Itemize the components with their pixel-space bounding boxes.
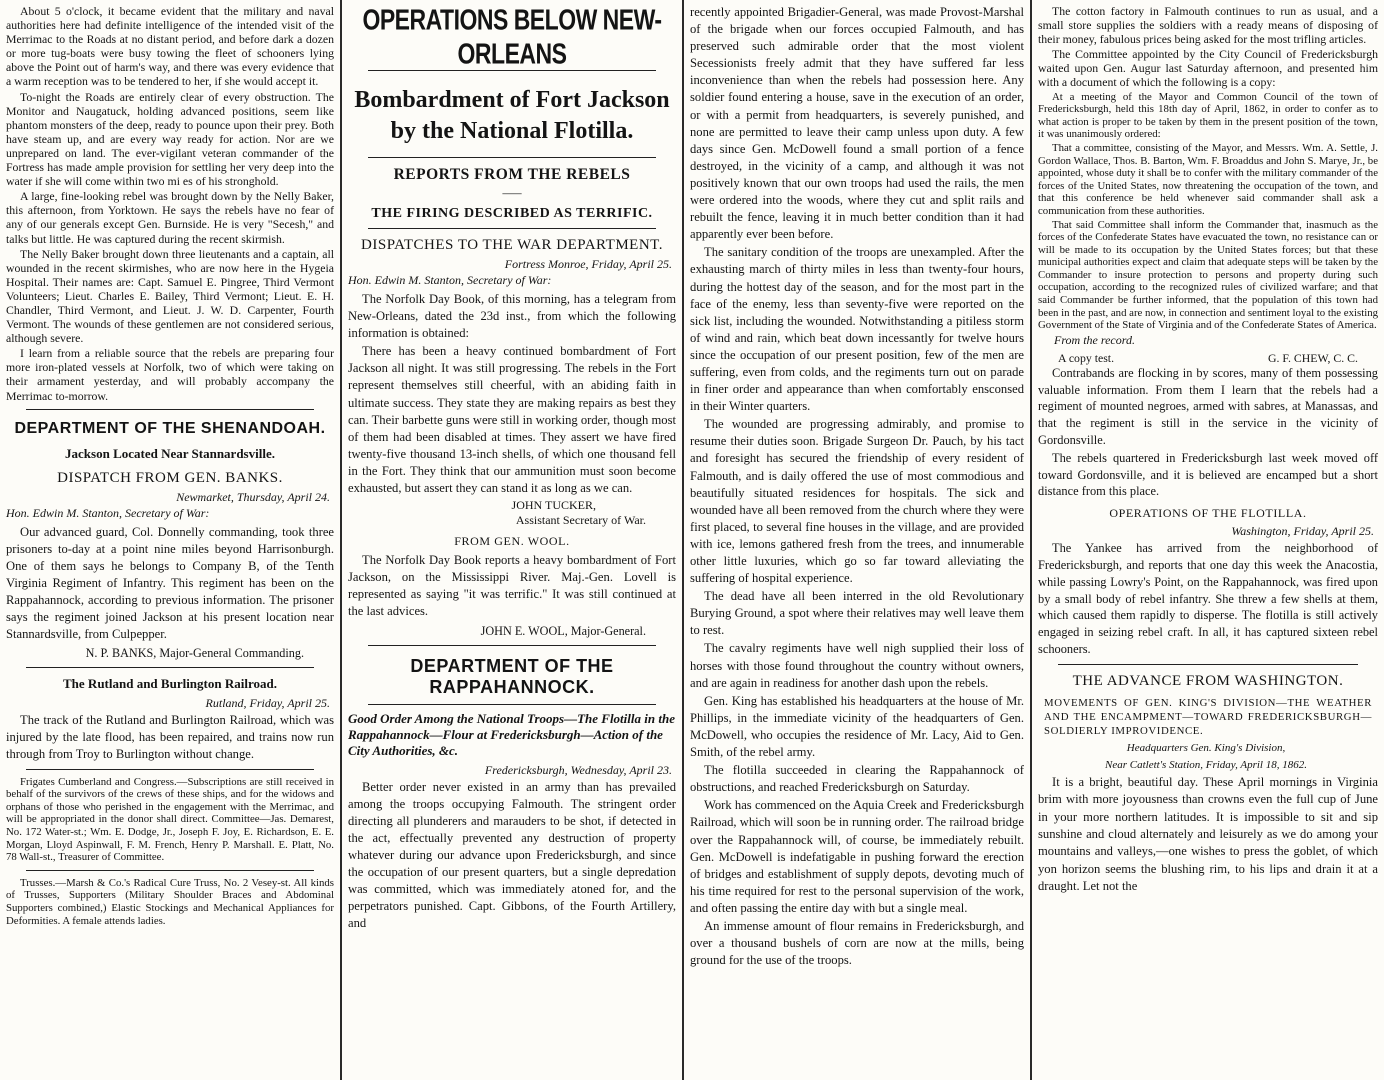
article-paragraph: The sanitary condition of the troops are unexampled. After the exhausting march of thirty miles in less than twenty-four hours, during the hottest day of the season, and for the most part in the face of the enemy, less than seventy-five were reported on the sick list, including the wounded. Notwithstanding a pitiless storm of wind and rain, which beat down incessantly for twelve hours since the occupation of our present position, few of the men are suffering, even from colds, and the regiments turn out on parade in finer order and appearance than when comfortably ensconsed in their Winter quarters.	[690, 245, 1024, 414]
dateline: Newmarket, Thursday, April 24.	[176, 489, 330, 504]
section-divider	[368, 157, 656, 158]
article-paragraph: Gen. King has established his headquarters at the house of Mr. Phillips, in the immediate vicinity of the headquarters of Gen. McDowell, who occupies the residence of Mr. Lacy, Aid to Gen. Smith, of the rebel army.	[690, 693, 1024, 760]
article-paragraph: The Nelly Baker brought down three lieutenants and a captain, all wounded in the recent skirmishes, who are now here in the Hygeia Hospital. Their names are: Capt. Samuel E. Pingree, Third Vermont Volunteers; Lieut. Charles E. Bailey, Third Vermont; Lieut. E. H. Chandler, Third Vermont, and Lieut. J. W. D. Carpenter, Fourth Vermont. The wounds of these gentlemen are not considered serious, although severe.	[6, 246, 334, 346]
article-paragraph: recently appointed Brigadier-General, was made Provost-Marshal of the brigade when our forces occupied Falmouth, and has preserved such admirable order that the most violent Secessionists freely admit that they have suffered far less inconvenience than when the rebels had possession here. Any soldier found entering a house, save in the execution of an order, or with a permit from headquarters, is severely punished, and none are permitted to leave their camp unless upon duty. A few days since Gen. McDowell found a small portion of a fence destroyed, in the vicinity of a camp, and although it was not positively known that our own troops had used the rails, the men were ordered into the woods, where they cut and split rails and rebuilt the fence, leaving it in much better condition than it had apparently ever been before.	[690, 5, 1024, 242]
dispatch-heading: FROM GEN. WOOL.	[454, 534, 570, 549]
dispatch-heading: DISPATCHES TO THE WAR DEPARTMENT.	[361, 237, 663, 253]
article-paragraph: Better order never existed in an army than has prevailed among the troops occupying Falmouth. The stringent order directing all plunderers and marauders to be shot, if detected in the act, effectually prevented any destruction of property whatever during our advance upon Fredericksburgh, and since the occupation of our present quarters, but a single depredation was committed, which was immediately atoned for, and the perpetrators punished. Capt. Gibbons, of the Fourth Artillery, and	[348, 779, 676, 931]
article-deck: Good Order Among the National Troops—The Flotilla in the Rappahannock—Flour at Fredericksburgh—Action of the City Authorities, &c.	[348, 710, 675, 758]
article-paragraph: Our advanced guard, Col. Donnelly commanding, took three prisoners to-day at a point nine miles beyond Harrisonburgh. One of them says he belongs to Company B, of the Tenth Virginia Regiment of Infantry. This regiment has been on the Rappahannock, according to previous information. The prisoner says the regiment joined Jackson at his present location near Stannardsville, from Culpepper.	[6, 524, 334, 641]
article-paragraph: About 5 o'clock, it became evident that the military and naval authorities here had definite intelligence of the intended visit of the Merrimac to the Roads at no distant period, and before dark a dozen or more tug-boats were busy towing the fleet of schooners lying above the Point out of harm's way, and there was every evidence that a warm reception was to be tendered to her, if she would accept it.	[6, 4, 334, 89]
attestation	[1038, 351, 1378, 365]
quoted-resolution: That a committee, consisting of the Mayor, and Messrs. Wm. A. Settle, J. Gordon Wallace, Thos. B. Barton, Wm. F. Broaddus and John S. Marye, Jr., be appointed, whose duty it shall be to confer with the military commander of the forces of the United States, now threatening the occupation of the town, and that this conference be held whenever said commander shall ask a communication from these authorities.	[1038, 141, 1378, 217]
article-paragraph: It is a bright, beautiful day. These April mornings in Virginia brim with more joyousness than crowns even the full cup of June in your more northern latitudes. It is impossible to sit and sip sunshine and cloud alternately and leisurely as we do among your mountains and valleys,—one wishes to press the goblet, of which yon horizon seems the blushing rim, to his lips and drain it at a draught. Let not the	[1038, 774, 1378, 894]
article-paragraph: The Committee appointed by the City Council of Fredericksburgh waited upon Gen. Augur last Saturday afternoon, and presented him with a document of which the following is a copy:	[1038, 47, 1378, 90]
signature: JOHN E. WOOL, Major-General.	[480, 623, 646, 638]
article-paragraph: A large, fine-looking rebel was brought down by the Nelly Baker, this afternoon, from Yorktown. He says the rebels have no fear of any of our generals except Gen. Burnside. He is very "Secesh," and talks but little. He was captured during the recent skirmish.	[6, 189, 334, 246]
article-paragraph: The Yankee has arrived from the neighborhood of Fredericksburgh, and reports that one day this week the Anacostia, while passing Lowry's Point, on the Rappahannock, was fired upon by a small body of rebel infantry. She threw a few shells at them, which caused them rapidly to disperse. The flotilla is still actively engaged in seizing rebel craft. In all, it has captured sixteen rebel schooners.	[1038, 541, 1378, 656]
article-paragraph: Contrabands are flocking in by scores, many of them possessing valuable information. From them I learn that the rebels had a regiment of mounted negroes, armed with sabres, at Manassas, and that the regiment is still in the service in the vicinity of Gordonsville.	[1038, 365, 1378, 448]
salutation: Hon. Edwin M. Stanton, Secretary of War:	[348, 273, 552, 287]
section-divider	[26, 409, 314, 410]
subheading: Jackson Located Near Stannardsville.	[65, 445, 275, 461]
signature-name: JOHN TUCKER,	[511, 498, 596, 513]
dateline: Headquarters Gen. King's Division,	[1126, 741, 1286, 754]
dispatch-heading: DISPATCH FROM GEN. BANKS.	[57, 469, 283, 486]
section-divider	[26, 769, 314, 770]
article-paragraph: The dead have all been interred in the old Revolutionary Burying Ground, a spot where their relatives may well leave them to rest.	[690, 589, 1024, 638]
article-paragraph: The cavalry regiments have well nigh supplied their loss of horses with those found throughout the country without owners, and are again in readiness for another dash upon the rebels.	[690, 641, 1024, 690]
dateline: Near Catlett's Station, Friday, April 18, 1862.	[1105, 758, 1307, 771]
advertisement: Trusses.—Marsh & Co.'s Radical Cure Truss, No. 2 Vesey-st. All kinds of Trusses, Supporters (Military Shoulder Braces and Abdominal Supporters combined,) Elastic Stockings and Mechanical Appliances for Deformities. A female attends ladies.	[6, 876, 334, 927]
section-divider	[368, 228, 656, 229]
quoted-resolution: That said Committee shall inform the Commander that, inasmuch as the forces of the Confederate States have evacuated the town, no resistance can or will be made to its occupation by the United States forces; but that these municipal authorities expect and claim that adequate steps will be taken by the Commander to insure protection to persons and property during such occupation, according to the recognized rules of civilized warfare; and that said Commander be further informed, that the population of this town had been in the past, and are now, in connection and sentiment loyal to the existing Government of the State of Virginia and of the Confederate States of America.	[1038, 218, 1378, 332]
article-deck: MOVEMENTS OF GEN. KING'S DIVISION—THE WEATHER AND THE ENCAMPMENT—TOWARD FREDERICKSBURGH—SOLDIERLY IMPROVIDENCE.	[1044, 696, 1372, 737]
copy-note: A copy test.	[1058, 350, 1115, 365]
dateline: Fortress Monroe, Friday, April 25.	[504, 257, 672, 271]
column-1	[0, 0, 340, 1080]
article-paragraph: Work has commenced on the Aquia Creek and Fredericksburgh Railroad, which will soon be in running order. The railroad bridge over the Rappahannock will, of course, be immediately rebuilt. Gen. McDowell is indefatigable in pushing forward the erection of bridges and establishment of supply depots, devoting much of his time required for rest to the personal supervision of the work, and often passing the entire day with but a single meal.	[690, 798, 1024, 915]
headline-deck: Bombardment of Fort Jackson by the National Flotilla.	[354, 87, 670, 144]
advertisement: Frigates Cumberland and Congress.—Subscriptions are still received in behalf of the survivors of the crews of these ships, and for the widows and orphans of those who perished in the engagement with the Merrimac, and will be appropriated in the donor shall direct. Committee—Jas. Demarest, No. 172 Water-st.; Wm. E. Dodge, Jr., Joseph F. Joy, E. Richardson, E. E. Morgan, Lloyd Aspinwall, F. M. French, Henry P. Marshall. E. Platt, No. 78 Wall-st., Treasurer of Committee.	[6, 775, 334, 864]
article-paragraph: The Norfolk Day Book reports a heavy bombardment of Fort Jackson, on the Mississippi River. Maj.-Gen. Lovell is represented as saying "it was terrific." It was still continued at the last advices.	[348, 553, 676, 619]
section-heading: DEPARTMENT OF THE RAPPAHANNOCK.	[410, 655, 614, 697]
dispatch-heading: OPERATIONS OF THE FLOTILLA.	[1109, 506, 1307, 521]
section-divider	[368, 645, 656, 646]
section-divider	[1058, 664, 1358, 665]
section-heading: THE ADVANCE FROM WASHINGTON.	[1072, 672, 1344, 689]
article-paragraph: To-night the Roads are entirely clear of every obstruction. The Monitor and Naugatuck, holding advanced positions, seem like phantom monsters of the deep, ready to pounce upon their prey. Both have steam up, and are every way ready for action. Nor are we unprepared on land. The ever-vigilant veteran commander of the Fortress has made ample provision for settling her very deep into the water if she will come within two mi es of his stronghold.	[6, 89, 334, 189]
signature: G. F. CHEW, C. C.	[1267, 350, 1358, 365]
article-paragraph: The rebels quartered in Fredericksburgh last week moved off toward Gordonsville, and it is believed are encamped but a short distance from this place.	[1038, 450, 1378, 499]
article-paragraph: There has been a heavy continued bombardment of Fort Jackson all night. It was still progressing. The rebels in the Fort represent themselves still cheerful, with an abiding faith in ultimate success. They state they are making repairs as best they can. Their barbette guns were still in working order, though most of them had been disabled at times. They assert we have fired twenty-five thousand 13-inch shells, of which one thousand fell in the Fort. They think that our ammunition must soon become exhausted, but assert they can stand it as long as we can.	[348, 344, 676, 496]
section-heading: DEPARTMENT OF THE SHENANDOAH.	[14, 419, 326, 437]
signature: N. P. BANKS, Major-General Commanding.	[85, 645, 304, 660]
article-paragraph: The cotton factory in Falmouth continues to run as usual, and a small store supplies the soldiers with a ready means of disposing of their money, fabulous prices being asked for the most trifling articles.	[1038, 4, 1378, 47]
salutation: Hon. Edwin M. Stanton, Secretary of War:	[6, 505, 210, 520]
column-3	[684, 0, 1030, 1080]
article-paragraph: An immense amount of flour remains in Fredericksburgh, and over a thousand bushels of corn are now at the mills, being ground for the use of the troops.	[690, 918, 1024, 968]
dateline: Washington, Friday, April 25.	[1231, 524, 1374, 539]
subheading: The Rutland and Burlington Railroad.	[63, 675, 277, 691]
section-divider	[26, 667, 314, 668]
article-paragraph: The Norfolk Day Book, of this morning, has a telegram from New-Orleans, dated the 23d inst., from which the following information is obtained:	[348, 292, 676, 341]
article-paragraph: The wounded are progressing admirably, and promise to resume their duties soon. Brigade Surgeon Dr. Pauch, by his tact and foresight has secured the friendship of every resident of Falmouth, and is daily offered the use of most commodious and beautifully situated residences for hospitals. The sick and wounded have all been removed from the church where they were first placed, to several fine houses in the village, and are provided with ice, lemons gathered fresh from the trees, and innumerable other little luxuries, which go so far toward alleviating the suffering of hospital experience.	[690, 417, 1024, 586]
article-paragraph: I learn from a reliable source that the rebels are preparing four more iron-plated vessels at Norfolk, two of which were taking on their armament yesterday, and will probably accompany the Merrimac to-morrow.	[6, 346, 334, 403]
subheadline: REPORTS FROM THE REBELS	[393, 166, 631, 183]
article-paragraph: The flotilla succeeded in clearing the Rappahannock of obstructions, and reached Fredericksburgh on Saturday.	[690, 763, 1024, 795]
article-paragraph: The track of the Rutland and Burlington Railroad, which was injured by the late flood, has been repaired, and trains now run through from Troy to Burlington without change.	[6, 712, 334, 761]
section-divider	[368, 704, 656, 705]
headline: OPERATIONS BELOW NEW-ORLEANS	[362, 3, 662, 70]
quoted-resolution: At a meeting of the Mayor and Common Council of the town of Fredericksburgh, held this 18th day of April, 1862, in order to confer as to what action is proper to be taken by them in the present position of the town, it was unanimously ordered:	[1038, 90, 1378, 141]
column-4	[1032, 0, 1384, 1080]
column-2	[342, 0, 682, 1080]
signature-title: Assistant Secretary of War.	[515, 513, 646, 528]
subheadline: THE FIRING DESCRIBED AS TERRIFIC.	[371, 206, 653, 221]
section-divider	[26, 870, 314, 871]
dateline: Rutland, Friday, April 25.	[205, 695, 330, 710]
ornament-divider: ⸺	[501, 186, 523, 200]
record-note: From the record.	[1054, 332, 1135, 347]
dateline: Fredericksburgh, Wednesday, April 23.	[484, 762, 672, 777]
